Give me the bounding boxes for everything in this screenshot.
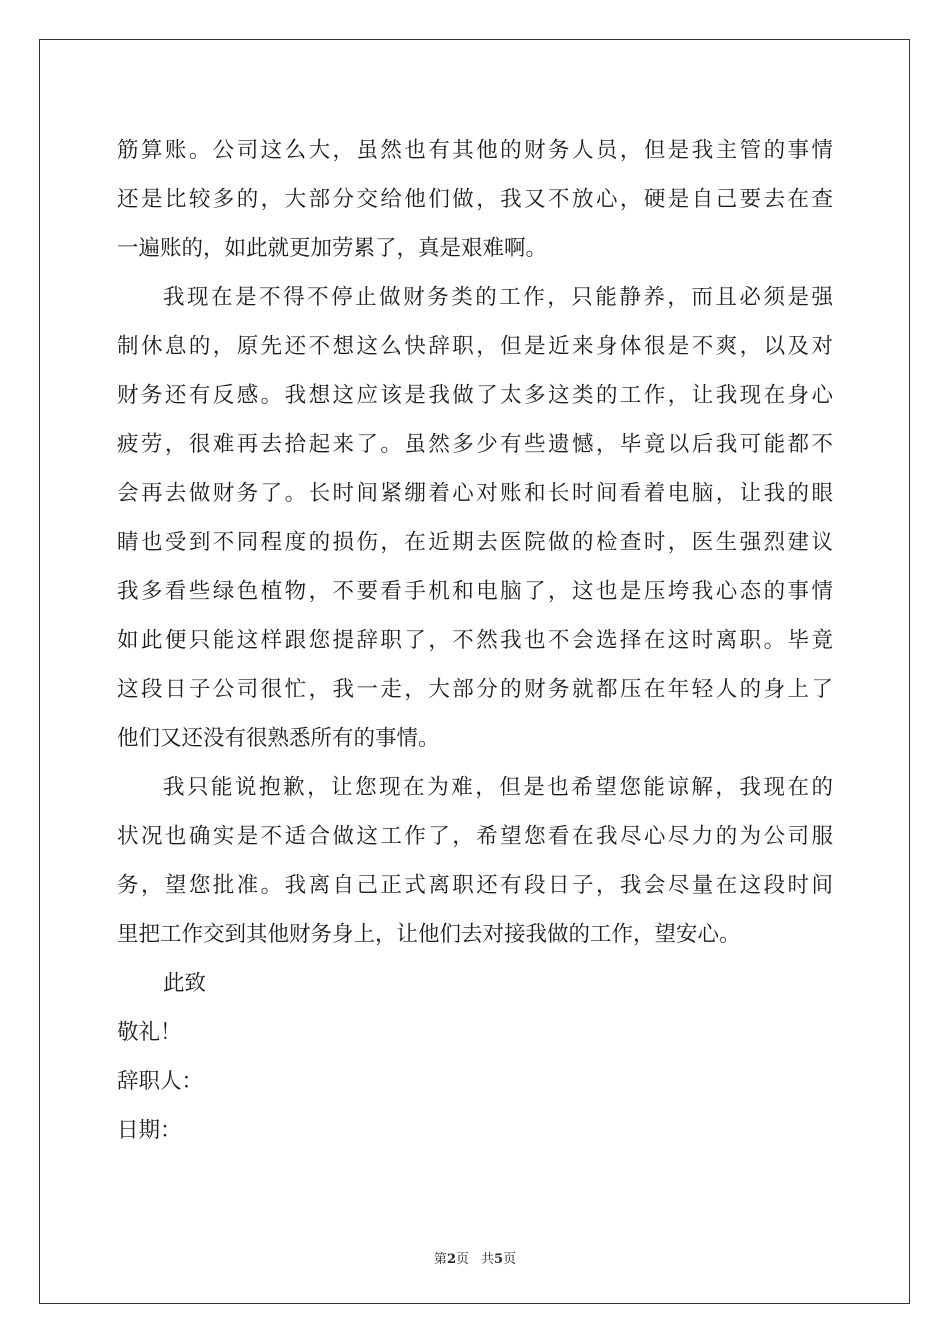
text-line: 状况也确实是不适合做这工作了，希望您看在我尽心尽力的为公司服 (117, 824, 833, 849)
text-line: 我只能说抱歉，让您现在为难，但是也希望您能谅解，我现在的 (163, 775, 833, 800)
total-prefix: 共 (481, 1252, 495, 1267)
paragraph-3 (117, 763, 833, 959)
paragraph-1 (117, 126, 833, 273)
paragraph-2 (117, 273, 833, 763)
text-line: 我多看些绿色植物，不要看手机和电脑了，这也是压垮我心态的事情 (117, 579, 833, 604)
text-line: 务，望您批准。我离自己正式离职还有段日子，我会尽量在这段时间 (117, 873, 833, 898)
text-line: 筋算账。公司这么大，虽然也有其他的财务人员，但是我主管的事情 (117, 138, 833, 163)
salutation: 此致 (163, 971, 207, 996)
total-unit: 页 (503, 1252, 517, 1267)
text-line: 会再去做财务了。长时间紧绷着心对账和长时间看着电脑，让我的眼 (117, 481, 833, 506)
document-body (117, 126, 833, 1155)
text-line: 里把工作交到其他财务身上，让他们去对接我做的工作，望安心。 (117, 922, 741, 947)
page-prefix: 第 (433, 1252, 447, 1267)
page-unit: 页 (455, 1252, 469, 1267)
text-line: 一遍账的，如此就更加劳累了，真是艰难啊。 (117, 236, 548, 261)
total-page-number: 5 (494, 1252, 504, 1267)
text-line: 如此便只能这样跟您提辞职了，不然我也不会选择在这时离职。毕竟 (117, 628, 833, 653)
regards: 敬礼！ (117, 1020, 182, 1045)
current-page-number: 2 (446, 1252, 456, 1267)
text-line: 他们又还没有很熟悉所有的事情。 (117, 726, 440, 751)
text-line: 这段日子公司很忙，我一走，大部分的财务就都压在年轻人的身上了 (117, 677, 833, 702)
text-line: 睛也受到不同程度的损伤，在近期去医院做的检查时，医生强烈建议 (117, 530, 833, 555)
closing-block (117, 959, 833, 1155)
text-line: 疲劳，很难再去拾起来了。虽然多少有些遗憾，毕竟以后我可能都不 (117, 432, 833, 457)
page-footer (0, 1248, 950, 1267)
text-line: 财务还有反感。我想这应该是我做了太多这类的工作，让我现在身心 (117, 383, 833, 408)
text-line: 制休息的，原先还不想这么快辞职，但是近来身体很是不爽，以及对 (117, 334, 833, 359)
text-line: 还是比较多的，大部分交给他们做，我又不放心，硬是自己要去在查 (117, 187, 833, 212)
text-line: 我现在是不得不停止做财务类的工作，只能静养，而且必须是强 (163, 285, 833, 310)
date-label: 日期： (117, 1118, 182, 1143)
signer-label: 辞职人： (117, 1069, 204, 1094)
